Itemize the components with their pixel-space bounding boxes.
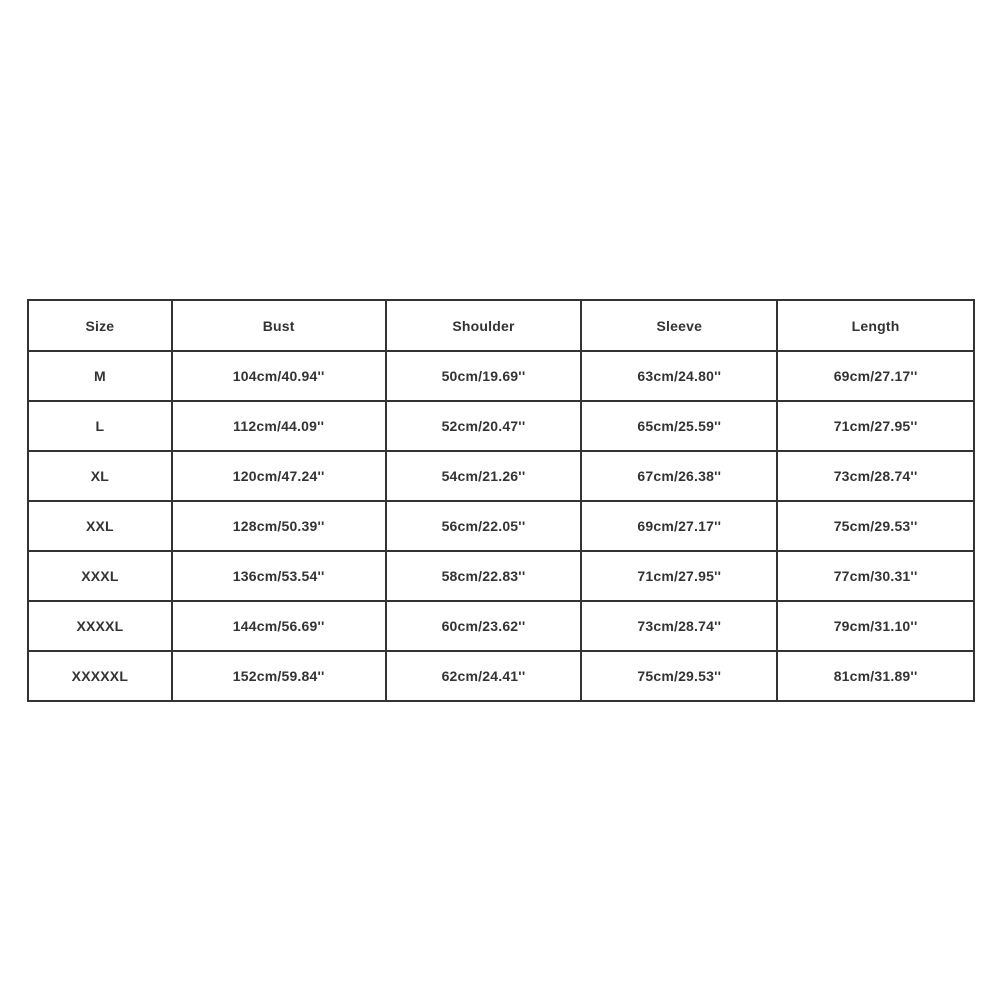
- size-label-cell: XXXXXL: [28, 651, 172, 701]
- size-label-cell: L: [28, 401, 172, 451]
- measurement-cell: 81cm/31.89'': [777, 651, 974, 701]
- measurement-cell: 65cm/25.59'': [581, 401, 777, 451]
- table-row: [28, 401, 974, 451]
- table-row: [28, 501, 974, 551]
- measurement-cell: 58cm/22.83'': [386, 551, 582, 601]
- size-chart-body: [28, 351, 974, 701]
- column-header-sleeve: Sleeve: [581, 300, 777, 351]
- measurement-cell: 144cm/56.69'': [172, 601, 386, 651]
- measurement-cell: 152cm/59.84'': [172, 651, 386, 701]
- measurement-cell: 75cm/29.53'': [777, 501, 974, 551]
- measurement-cell: 73cm/28.74'': [581, 601, 777, 651]
- size-label-cell: XXXL: [28, 551, 172, 601]
- measurement-cell: 56cm/22.05'': [386, 501, 582, 551]
- header-row: [28, 300, 974, 351]
- measurement-cell: 120cm/47.24'': [172, 451, 386, 501]
- measurement-cell: 71cm/27.95'': [581, 551, 777, 601]
- size-chart-table: [27, 299, 975, 702]
- measurement-cell: 79cm/31.10'': [777, 601, 974, 651]
- table-row: [28, 451, 974, 501]
- column-header-bust: Bust: [172, 300, 386, 351]
- table-row: [28, 551, 974, 601]
- column-header-length: Length: [777, 300, 974, 351]
- size-label-cell: XXXXL: [28, 601, 172, 651]
- measurement-cell: 112cm/44.09'': [172, 401, 386, 451]
- size-chart-container: [27, 299, 975, 700]
- measurement-cell: 60cm/23.62'': [386, 601, 582, 651]
- measurement-cell: 54cm/21.26'': [386, 451, 582, 501]
- table-row: [28, 651, 974, 701]
- table-row: [28, 601, 974, 651]
- measurement-cell: 71cm/27.95'': [777, 401, 974, 451]
- measurement-cell: 77cm/30.31'': [777, 551, 974, 601]
- measurement-cell: 67cm/26.38'': [581, 451, 777, 501]
- size-label-cell: M: [28, 351, 172, 401]
- measurement-cell: 52cm/20.47'': [386, 401, 582, 451]
- measurement-cell: 69cm/27.17'': [777, 351, 974, 401]
- measurement-cell: 75cm/29.53'': [581, 651, 777, 701]
- table-row: [28, 351, 974, 401]
- size-label-cell: XXL: [28, 501, 172, 551]
- column-header-size: Size: [28, 300, 172, 351]
- measurement-cell: 69cm/27.17'': [581, 501, 777, 551]
- size-label-cell: XL: [28, 451, 172, 501]
- measurement-cell: 62cm/24.41'': [386, 651, 582, 701]
- column-header-shoulder: Shoulder: [386, 300, 582, 351]
- measurement-cell: 73cm/28.74'': [777, 451, 974, 501]
- size-chart-header: [28, 300, 974, 351]
- measurement-cell: 63cm/24.80'': [581, 351, 777, 401]
- measurement-cell: 50cm/19.69'': [386, 351, 582, 401]
- measurement-cell: 104cm/40.94'': [172, 351, 386, 401]
- measurement-cell: 128cm/50.39'': [172, 501, 386, 551]
- measurement-cell: 136cm/53.54'': [172, 551, 386, 601]
